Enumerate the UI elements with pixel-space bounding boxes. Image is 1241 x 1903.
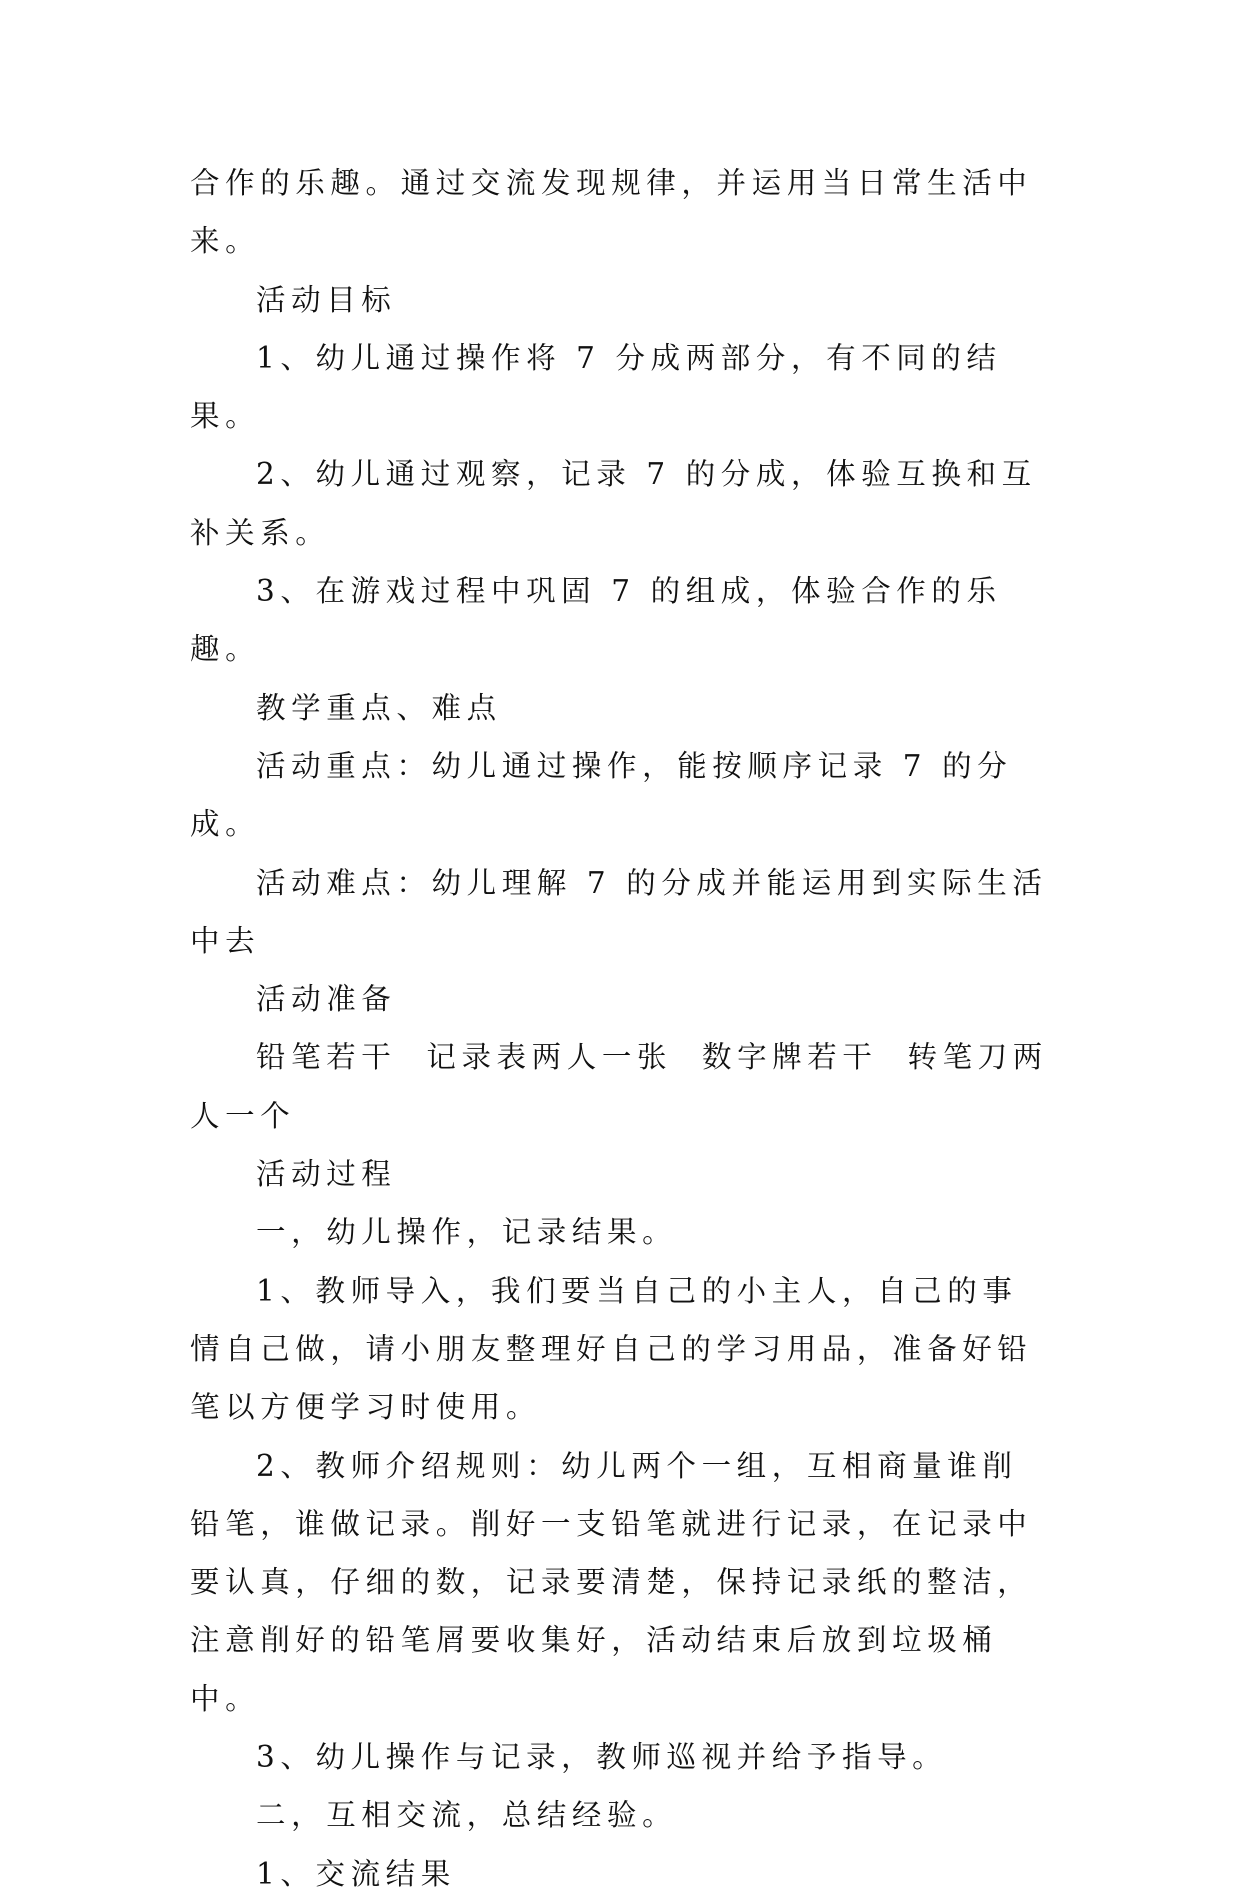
process-step-1-heading: 一，幼儿操作，记录结果。 (256, 1215, 678, 1250)
heading-process: 活动过程 (256, 1157, 397, 1192)
goal-item-1: 1、幼儿通过操作将 7 分成两部分，有不同的结果。 (190, 340, 1002, 434)
heading-activity-goals: 活动目标 (256, 282, 397, 317)
difficult-point: 活动难点：幼儿理解 7 的分成并能运用到实际生活中去 (190, 865, 1048, 958)
key-point: 活动重点：幼儿通过操作，能按顺序记录 7 的分成。 (190, 748, 1013, 842)
heading-preparation: 活动准备 (256, 982, 397, 1017)
paragraph-intro-continuation: 合作的乐趣。通过交流发现规律，并运用当日常生活中来。 (190, 166, 1033, 259)
process-step-1-item-1: 1、教师导入，我们要当自己的小主人，自己的事情自己做，请小朋友整理好自己的学习用品，准备好铅笔以方便学习时使用。 (190, 1273, 1033, 1425)
heading-key-points: 教学重点、难点 (256, 690, 502, 725)
goal-item-2: 2、幼儿通过观察，记录 7 的分成，体验互换和互补关系。 (190, 457, 1037, 550)
process-step-1-item-3: 3、幼儿操作与记录，教师巡视并给予指导。 (256, 1740, 948, 1775)
document-body (190, 154, 1052, 1903)
process-step-2-heading: 二，互相交流，总结经验。 (256, 1798, 678, 1833)
preparation-materials: 铅笔若干 记录表两人一张 数字牌若干 转笔刀两人一个 (190, 1040, 1048, 1133)
process-step-2-item-1: 1、交流结果 (256, 1856, 456, 1891)
process-step-1-item-2: 2、教师介绍规则：幼儿两个一组，互相商量谁削铅笔，谁做记录。削好一支铅笔就进行记录，在记录中要认真，仔细的数，记录要清楚，保持记录纸的整洁，注意削好的铅笔屑要收集好，活动结束后放到垃圾桶中。 (190, 1448, 1033, 1716)
goal-item-3: 3、在游戏过程中巩固 7 的组成，体验合作的乐趣。 (190, 574, 1002, 667)
